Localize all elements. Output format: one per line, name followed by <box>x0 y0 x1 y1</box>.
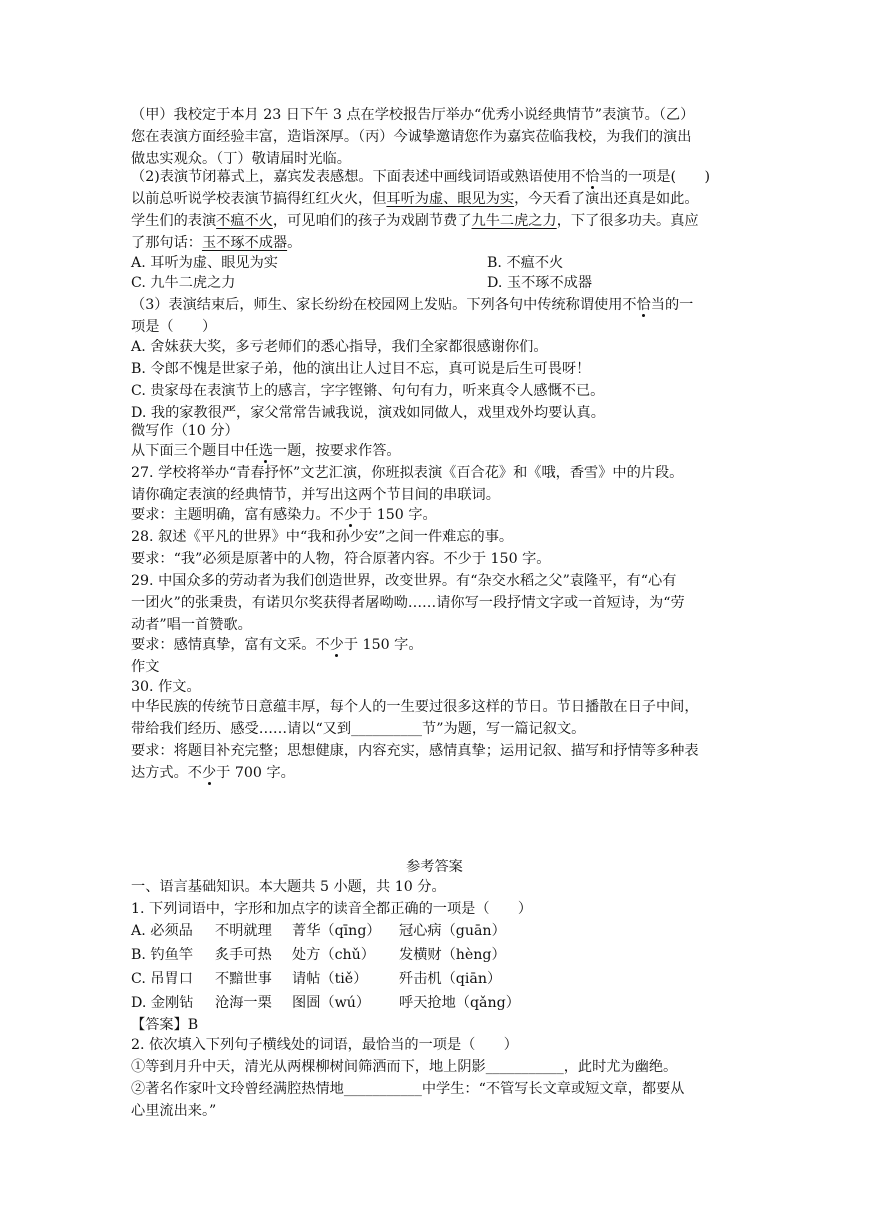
answer-q1-row-b: B. 钓鱼竿 炙手可热 处方（chǔ） 发横财（hèng） <box>131 947 506 963</box>
q29-requirement: 要求：感情真挚，富有文采。不少于 150 字。 <box>131 637 423 653</box>
micro-writing-heading: 微写作（10 分） <box>131 423 239 439</box>
q1-line-1: （甲）我校定于本月 23 日下午 3 点在学校报告厅举办“优秀小说经典情节”表演节。（乙） <box>131 107 695 123</box>
fill-blank: __________ <box>351 721 423 737</box>
answer-q2-line-2: ②著名作家叶文玲曾经满腔热情地___________中学生：“不管写长文章或短文章，都要从 <box>131 1081 685 1097</box>
q29-line-2: 一团火”的张秉贵，有诺贝尔奖获得者屠呦呦……请你写一段抒情文字或一首短诗，为“劳 <box>131 595 685 611</box>
answer-q1-answer: 【答案】B <box>131 1017 199 1033</box>
q28-line-1: 28. 叙述《平凡的世界》中“我和孙少安”之间一件难忘的事。 <box>131 529 514 545</box>
q30-title: 30. 作文。 <box>131 679 201 695</box>
q29-line-3: 动者”唱一首赞歌。 <box>131 617 252 633</box>
essay-heading: 作文 <box>131 659 160 675</box>
q1-line-2: 您在表演方面经验丰富，造诣深厚。（丙）今诚挚邀请您作为嘉宾莅临我校，为我们的演出 <box>131 129 692 145</box>
underlined-phrase: 九牛二虎之力 <box>471 213 557 229</box>
q1-line-3: 做忠实观众。（丁）敬请届时光临。 <box>131 151 351 167</box>
answer-q2-stem: 2. 依次填入下列句子横线处的词语，最恰当的一项是（ ） <box>131 1037 518 1053</box>
answer-q1-row-a: A. 必须品 不明就理 菁华（qīng） 冠心病（guān） <box>131 923 506 939</box>
emphasis-dotted: 不少于 <box>329 507 373 523</box>
emphasis-dotted: 不少于 <box>315 637 359 653</box>
q3-option-c: C. 贵家母在表演节上的感言，字字铿锵、句句有力，听来真令人感慨不已。 <box>131 383 605 399</box>
answers-title: 参考答案 <box>406 859 463 875</box>
q3-stem: （3）表演结束后，师生、家长纷纷在校园网上发贴。下列各句中传统称谓使用不恰当的一 <box>131 297 694 313</box>
q2-option-a: A. 耳听为虚、眼见为实 <box>131 255 278 271</box>
q2-options-row-2 <box>131 272 751 294</box>
answer-q1-row-d: D. 金刚钻 沧海一栗 图圄（wú） 呼天抢地（qǎng） <box>131 995 520 1011</box>
answer-q1-stem: 1. 下列词语中，字形和加点字的读音全都正确的一项是（ ） <box>131 901 533 917</box>
answer-q1-row-c: C. 吊胃口 不黯世事 请帖（tiě） 歼击机（qiān） <box>131 971 502 987</box>
essay-line-2: 带给我们经历、感受……请以“又到__________节”为题，写一篇记叙文。 <box>131 721 586 737</box>
essay-requirement-1: 要求：将题目补充完整；思想健康，内容充实，感情真挚；运用记叙、描写和抒情等多种表 <box>131 743 699 759</box>
answer-q2-line-1: ①等到月升中天，清光从两棵柳树间筛洒而下，地上阴影___________，此时尤为幽绝。 <box>131 1059 678 1075</box>
q2-passage-line-2: 学生们的表演不瘟不火，可见咱们的孩子为戏剧节费了九牛二虎之力，下了很多功夫。真应 <box>131 213 699 229</box>
q27-requirement: 要求：主题明确，富有感染力。不少于 150 字。 <box>131 507 437 523</box>
q29-line-1: 29. 中国众多的劳动者为我们创造世界，改变世界。有“杂交水稻之父”袁隆平，有“心有 <box>131 573 677 589</box>
q2-option-b: B. 不瘟不火 <box>487 255 564 271</box>
emphasis-dotted: 任选一 <box>244 443 288 459</box>
q2-options-row-1 <box>131 252 751 274</box>
q2-passage-line-3: 了那句话：玉不琢不成器。 <box>131 235 302 251</box>
q2-stem: （2)表演节闭幕式上，嘉宾发表感想。下面表述中画线词语或熟语使用不恰当的一项是( ) <box>131 169 710 185</box>
essay-line-1: 中华民族的传统节日意蕴丰厚，每个人的一生要过很多这样的节日。节日播散在日子中间， <box>131 699 699 715</box>
q27-line-1: 27. 学校将举办“青春抒怀”文艺汇演，你班拟表演《百合花》和《哦，香雪》中的片段。 <box>131 465 684 481</box>
answer-q2-line-3: 心里流出来。” <box>131 1103 217 1119</box>
q2-option-c: C. 九牛二虎之力 <box>131 275 236 291</box>
fill-blank: ___________ <box>343 1081 422 1097</box>
q3-stem-2: 项是（ ） <box>131 319 217 335</box>
q2-option-d: D. 玉不琢不成器 <box>487 275 593 291</box>
q28-requirement: 要求：“我”必须是原著中的人物，符合原著内容。不少于 150 字。 <box>131 551 551 567</box>
q3-option-b: B. 令郎不愧是世家子弟，他的演出让人过目不忘，真可说是后生可畏呀！ <box>131 361 591 377</box>
q3-option-a: A. 舍妹获大奖，多亏老师们的悉心指导，我们全家都很感谢你们。 <box>131 339 548 355</box>
answers-section-1: 一、语言基础知识。本大题共 5 小题，共 10 分。 <box>131 879 446 895</box>
emphasis-dotted: 不恰当 <box>622 297 665 313</box>
underlined-phrase: 耳听为虚、眼见为实 <box>386 191 515 207</box>
underlined-phrase: 玉不琢不成器 <box>201 235 288 251</box>
essay-requirement-2: 达方式。不少于 700 字。 <box>131 765 295 781</box>
emphasis-dotted: 不恰当 <box>571 169 614 185</box>
emphasis-dotted: 不少于 <box>187 765 231 781</box>
fill-blank: ___________ <box>485 1059 564 1075</box>
q2-passage-line-1: 以前总听说学校表演节搞得红红火火，但耳听为虚、眼见为实，今天看了演出还真是如此。 <box>131 191 699 207</box>
underlined-phrase: 不瘟不火 <box>216 213 273 229</box>
q27-line-2: 请你确定表演的经典情节，并写出这两个节目间的串联词。 <box>131 487 500 503</box>
q3-option-d: D. 我的家教很严，家父常常告诫我说，演戏如同做人，戏里戏外均要认真。 <box>131 405 605 421</box>
micro-writing-intro: 从下面三个题目中任选一题，按要求作答。 <box>131 443 401 459</box>
